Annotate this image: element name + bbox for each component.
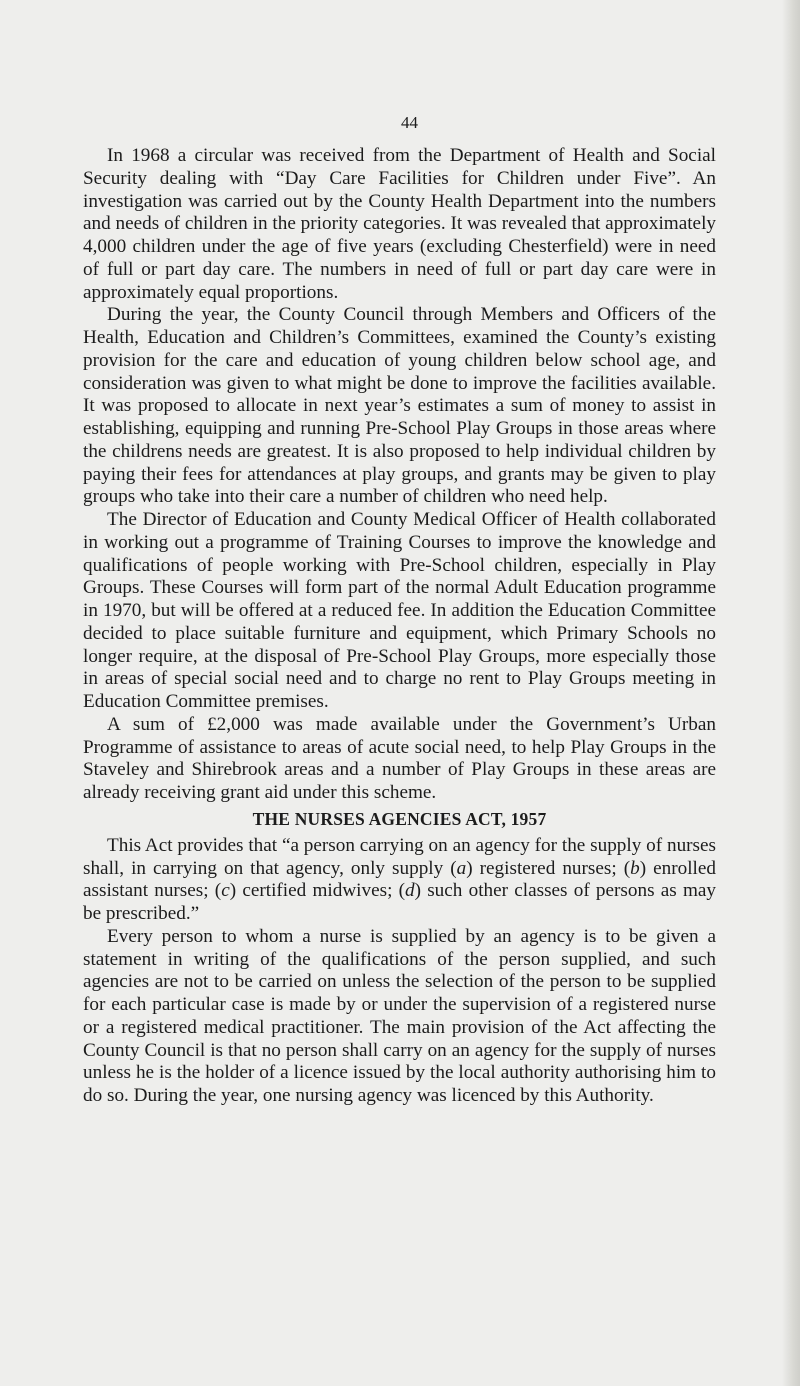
text-run: This Act provides that “a person carrying on an agency for the supply of nurses shall, in carrying on that agency, only supply (	[83, 834, 716, 879]
paragraph-urban-programme-grant: A sum of £2,000 was made available under the Government’s Urban Programme of assistance to areas of acute social need, to help Play Groups in the Staveley and Shirebrook areas and a number of Play Groups in these areas are already receiving grant aid under this scheme.	[83, 713, 716, 803]
text-run: ) certified midwives; (	[229, 880, 406, 902]
section-heading-nurses-agencies-act: THE NURSES AGENCIES ACT, 1957	[252, 808, 547, 829]
document-page	[83, 113, 716, 1108]
list-letter-a: a	[456, 857, 467, 879]
page-edge-shadow	[782, 0, 800, 1386]
paragraph-agency-licensing: Every person to whom a nurse is supplied by an agency is to be given a statement in writing of the qualifications of the person supplied, and such agencies are not to be carried on unless the selection of the person to be supplied for each particular case is made by or under the supervision of a registered nurse or a registered medical practitioner. The main provision of the Act affecting the County Council is that no person shall carry on an agency for the supply of nurses unless he is the holder of a licence issued by the local authority authorising him to do so. During the year, one nursing agency was licenced by this Authority.	[83, 925, 716, 1106]
paragraph-day-care-circular: In 1968 a circular was received from the Department of Health and Social Security dealing with “Day Care Facilities for Children under Five”. An investigation was carried out by the County Health Department into the numbers and needs of children in the priority categories. It was revealed that approximately 4,000 children under the age of five years (excluding Chesterfield) were in need of full or part day care. The numbers in need of full or part day care were in approximately equal proportions.	[83, 145, 716, 303]
text-run: ) such other classes of persons as may be prescribed.”	[83, 880, 716, 924]
list-letter-c: c	[221, 880, 230, 902]
paragraph-training-courses: The Director of Education and County Medical Officer of Health collaborated in working out a programme of Training Courses to improve the knowledge and qualifications of people working with Pre-School children, especially in Play Groups. These Courses will form part of the normal Adult Education programme in 1970, but will be offered at a reduced fee. In addition the Education Committee decided to place suitable furniture and equipment, which Primary Schools no longer require, at the disposal of Pre-School Play Groups, more especially those in areas of special social need and to charge no rent to Play Groups meeting in Education Committee premises.	[83, 509, 716, 712]
list-letter-d: d	[405, 880, 415, 902]
list-letter-b: b	[630, 857, 640, 879]
page-number: 44	[401, 113, 418, 132]
text-run: ) enrolled assistant nurses; (	[83, 857, 716, 902]
paragraph-county-council-review: During the year, the County Council through Members and Officers of the Health, Education and Children’s Committees, examined the County’s existing provision for the care and education of young children below school age, and consideration was given to what might be done to improve the facilities available. It was proposed to allocate in next year’s estimates a sum of money to assist in establishing, equipping and running Pre-School Play Groups in those areas where the childrens needs are greatest. It is also proposed to help individual children by paying their fees for attendances at play groups, and grants may be given to play groups who take into their care a number of children who need help.	[83, 304, 716, 508]
paragraph-act-provisions	[83, 835, 716, 926]
text-run: ) registered nurses; (	[466, 857, 631, 879]
